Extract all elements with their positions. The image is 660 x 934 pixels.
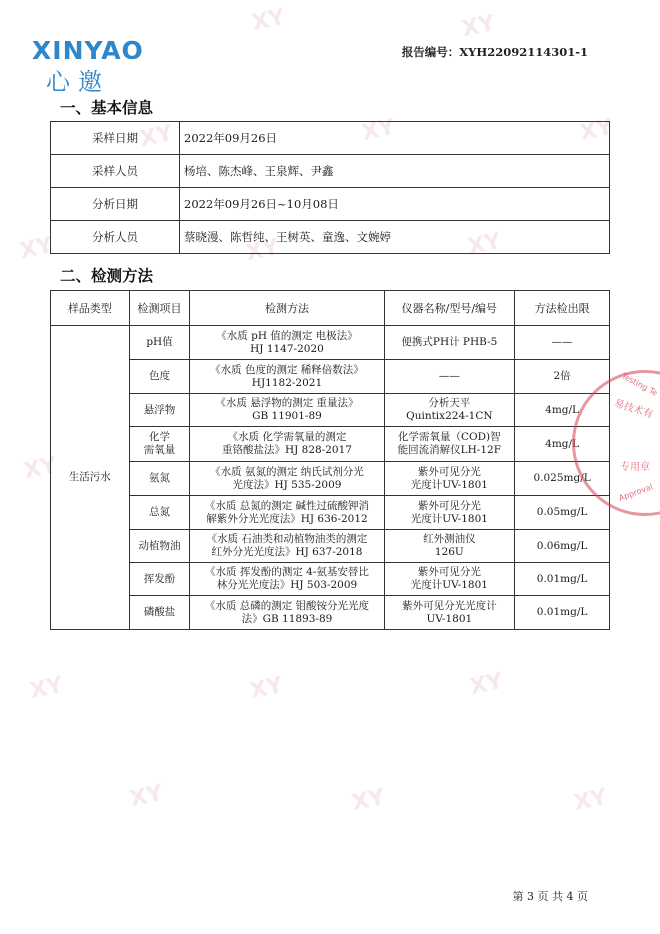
info-value: 蔡晓漫、陈哲纯、王树英、童逸、文婉婷 — [180, 221, 610, 254]
watermark-xy: XY — [349, 784, 388, 817]
limit-cell: —— — [515, 326, 610, 360]
table-row — [51, 563, 610, 596]
item-cell: 动植物油 — [129, 530, 190, 563]
method-table — [50, 290, 610, 630]
table-header-row — [51, 291, 610, 326]
table-row — [51, 530, 610, 563]
watermark-xy: XY — [467, 668, 506, 701]
instrument-cell: 紫外可见分光 光度计UV-1801 — [384, 496, 515, 530]
method-cell: 《水质 色度的测定 稀释倍数法》 HJ1182-2021 — [190, 360, 384, 394]
limit-cell: 4mg/L — [515, 427, 610, 462]
page-number: 第 3 页 共 4 页 — [512, 890, 588, 903]
stamp-text-mid: 专用章 — [620, 462, 650, 473]
instrument-cell: 紫外可见分光 光度计UV-1801 — [384, 563, 515, 596]
column-header: 检测项目 — [129, 291, 190, 326]
watermark-xy: XY — [127, 780, 166, 813]
watermark-xy: XY — [17, 232, 56, 265]
limit-cell: 0.05mg/L — [515, 496, 610, 530]
item-cell: 化学 需氧量 — [129, 427, 190, 462]
info-value: 2022年09月26日 — [180, 122, 610, 155]
stamp-text-bottom: Approval — [617, 482, 654, 503]
watermark-xy: XY — [359, 114, 398, 147]
stamp-text-top: Testing Te — [620, 371, 659, 398]
limit-cell: 4mg/L — [515, 394, 610, 427]
method-cell: 《水质 石油类和动植物油类的测定 红外分光光度法》HJ 637-2018 — [190, 530, 384, 563]
instrument-cell: 便携式PH计 PHB-5 — [384, 326, 515, 360]
method-cell: 《水质 挥发酚的测定 4-氨基安替比 林分光光度法》HJ 503-2009 — [190, 563, 384, 596]
table-row — [51, 462, 610, 496]
column-header: 方法检出限 — [515, 291, 610, 326]
table-row — [51, 188, 610, 221]
company-logo-cn: 心邀 — [46, 68, 110, 96]
table-row — [51, 360, 610, 394]
info-label: 分析日期 — [51, 188, 180, 221]
info-label: 采样日期 — [51, 122, 180, 155]
item-cell: 总氮 — [129, 496, 190, 530]
instrument-cell: 紫外可见分光 光度计UV-1801 — [384, 462, 515, 496]
watermark-xy: XY — [465, 228, 504, 261]
table-row — [51, 496, 610, 530]
table-row — [51, 394, 610, 427]
column-header: 样品类型 — [51, 291, 130, 326]
table-row — [51, 596, 610, 630]
instrument-cell: 分析天平 Quintix224-1CN — [384, 394, 515, 427]
watermark-xy: XY — [577, 114, 616, 147]
table-row — [51, 122, 610, 155]
limit-cell: 0.01mg/L — [515, 596, 610, 630]
limit-cell: 0.06mg/L — [515, 530, 610, 563]
section-title-methods: 二、检测方法 — [60, 267, 154, 285]
method-cell: 《水质 氨氮的测定 纳氏试剂分光 光度法》HJ 535-2009 — [190, 462, 384, 496]
info-label: 分析人员 — [51, 221, 180, 254]
table-row — [51, 155, 610, 188]
item-cell: 氨氮 — [129, 462, 190, 496]
info-value: 杨培、陈杰峰、王泉辉、尹鑫 — [180, 155, 610, 188]
watermark-xy: XY — [459, 10, 498, 43]
limit-cell: 2倍 — [515, 360, 610, 394]
report-number: 报告编号：XYH22092114301-1 — [401, 45, 588, 59]
method-cell: 《水质 化学需氧量的测定 重铬酸盐法》HJ 828-2017 — [190, 427, 384, 462]
watermark-xy: XY — [243, 234, 282, 267]
watermark-xy: XY — [137, 120, 176, 153]
watermark-xy: XY — [571, 784, 610, 817]
column-header: 检测方法 — [190, 291, 384, 326]
instrument-cell: 红外测油仪 126U — [384, 530, 515, 563]
sample-type-cell: 生活污水 — [51, 326, 130, 630]
item-cell: 磷酸盐 — [129, 596, 190, 630]
watermark-xy: XY — [247, 672, 286, 705]
company-logo: XINYAO — [32, 36, 144, 65]
limit-cell: 0.01mg/L — [515, 563, 610, 596]
table-row — [51, 427, 610, 462]
section-title-basic-info: 一、基本信息 — [60, 99, 154, 117]
info-label: 采样人员 — [51, 155, 180, 188]
watermark-xy: XY — [21, 452, 60, 485]
item-cell: 悬浮物 — [129, 394, 190, 427]
watermark-xy: XY — [27, 672, 66, 705]
limit-cell: 0.025mg/L — [515, 462, 610, 496]
watermark-xy: XY — [249, 4, 288, 37]
instrument-cell: 紫外可见分光光度计 UV-1801 — [384, 596, 515, 630]
basic-info-table — [50, 121, 610, 254]
method-cell: 《水质 总磷的测定 钼酸铵分光光度 法》GB 11893-89 — [190, 596, 384, 630]
item-cell: 色度 — [129, 360, 190, 394]
method-cell: 《水质 pH 值的测定 电极法》 HJ 1147-2020 — [190, 326, 384, 360]
method-cell: 《水质 总氮的测定 碱性过硫酸钾消 解紫外分光光度法》HJ 636-2012 — [190, 496, 384, 530]
instrument-cell: 化学需氧量（COD)智 能回流消解仪LH-12F — [384, 427, 515, 462]
item-cell: pH值 — [129, 326, 190, 360]
info-value: 2022年09月26日~10月08日 — [180, 188, 610, 221]
table-row — [51, 326, 610, 360]
instrument-cell: —— — [384, 360, 515, 394]
method-cell: 《水质 悬浮物的测定 重量法》 GB 11901-89 — [190, 394, 384, 427]
column-header: 仪器名称/型号/编号 — [384, 291, 515, 326]
stamp-text-cn: 易技术有 — [612, 397, 655, 421]
item-cell: 挥发酚 — [129, 563, 190, 596]
table-row — [51, 221, 610, 254]
